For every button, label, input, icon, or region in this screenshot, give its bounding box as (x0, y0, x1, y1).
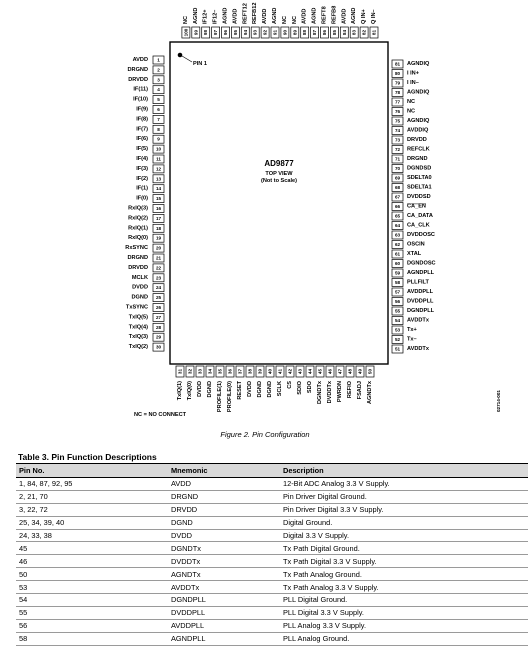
pin-label: NC (407, 99, 416, 105)
pin-number: 31 (177, 368, 183, 375)
pin-number: 80 (394, 71, 401, 76)
description-cell: Tx Path Digital Ground. (280, 542, 528, 555)
pin-number: 60 (394, 261, 401, 266)
pin-label: REFB8 (331, 5, 338, 24)
pin-label: DRVDD (128, 76, 148, 83)
mnemonic-cell: AGNDPLL (168, 632, 280, 645)
pin-no-cell: 46 (16, 555, 168, 568)
pin-number: 50 (367, 368, 373, 375)
header-description: Description (280, 464, 528, 478)
pin-label: TxSYNC (125, 304, 148, 311)
pin-number: 39 (257, 368, 263, 375)
pin-number: 56 (394, 299, 401, 304)
table-header-row (16, 464, 528, 478)
description-cell: PLL Analog 3.3 V Supply. (280, 619, 528, 632)
pin-number: 86 (322, 29, 327, 36)
pin-label: IF(4) (136, 156, 148, 162)
pin-number: 19 (155, 235, 162, 241)
pin-number: 77 (394, 99, 401, 105)
pin-label: RxIQ(1) (128, 225, 148, 232)
pin-number: 85 (331, 29, 337, 36)
pin-number: 4 (157, 87, 160, 93)
pin-number: 83 (351, 29, 357, 36)
table-row (16, 542, 528, 555)
pin-no-cell: 50 (16, 568, 168, 581)
pin-label: AGNDIQ (407, 61, 430, 67)
pin-label: TxIQ(1) (177, 381, 183, 401)
pin-label: REFT8 (321, 6, 328, 24)
pin-label: CA_DATA (407, 213, 433, 219)
pin-label: AVDDTx (407, 346, 429, 352)
pin-label: DGNDTx (317, 381, 323, 404)
pin-number: 98 (203, 29, 209, 36)
pin-number: 44 (307, 368, 313, 375)
left-pin-row (125, 56, 164, 351)
pin-number: 81 (371, 29, 377, 36)
figure-caption: Figure 2. Pin Configuration (220, 430, 310, 439)
table-row (16, 632, 528, 645)
mnemonic-cell: DVDDPLL (168, 606, 280, 619)
pin-number: 97 (213, 29, 219, 36)
pin1-dot (178, 53, 183, 58)
pin-number: 38 (247, 368, 253, 375)
table-row (16, 555, 528, 568)
pin-label: IF(1) (136, 185, 148, 192)
pin-label: Tx– (407, 336, 417, 343)
pin-number: 15 (155, 196, 162, 202)
pin-label: I IN+ (407, 70, 419, 77)
pin-label: REFT12 (242, 3, 249, 24)
table-row (16, 490, 528, 503)
pin-label: NC (291, 15, 298, 24)
pin-number: 64 (394, 223, 401, 228)
pin-number: 78 (394, 90, 401, 95)
mnemonic-cell: DRVDD (168, 503, 280, 516)
pin-number: 37 (237, 368, 243, 375)
pin-no-cell: 2, 21, 70 (16, 490, 168, 503)
pin-label: DGND (207, 381, 213, 398)
description-cell: Digital 3.3 V Supply. (280, 529, 528, 542)
description-cell: PLL Digital Ground. (280, 594, 528, 607)
top-pin-row (182, 3, 378, 38)
pin-no-cell: 1, 84, 87, 92, 95 (16, 478, 168, 491)
mnemonic-cell: DGNDTx (168, 542, 280, 555)
pin-label: DGND (257, 381, 263, 398)
mnemonic-cell: DVDD (168, 529, 280, 542)
pin-number: 100 (183, 28, 189, 37)
table-row (16, 581, 528, 594)
pin-label: Q IN+ (361, 9, 368, 24)
pin-number: 20 (155, 245, 162, 251)
pin-number: 65 (394, 213, 401, 219)
table-row (16, 503, 528, 516)
pin-label: DRGND (127, 255, 148, 261)
pin-label: OSCIN (407, 241, 425, 248)
table-title: Table 3. Pin Function Descriptions (18, 452, 157, 462)
pin-number: 8 (157, 126, 160, 132)
pin-function-table (16, 463, 528, 646)
pin-label: Tx+ (407, 327, 417, 333)
description-cell: Pin Driver Digital 3.3 V Supply. (280, 503, 528, 516)
pin-label: PROFILE(0) (227, 381, 233, 413)
pin-no-cell: 53 (16, 581, 168, 594)
pin-number: 35 (217, 368, 223, 375)
pin-number: 47 (337, 368, 343, 375)
pin-label: TxIQ(5) (128, 314, 148, 321)
pin-label: AVDD (132, 57, 148, 63)
pin-label: DVDDSD (407, 194, 431, 200)
pin-number: 52 (394, 337, 401, 342)
pin-number: 23 (155, 275, 162, 281)
pin-label: AGND (311, 7, 318, 24)
pin-label: SDELTA1 (407, 184, 432, 191)
pin-label: RxIQ(3) (128, 205, 148, 212)
pin-label: SCLK (277, 381, 283, 397)
pin-number: 41 (277, 368, 283, 375)
pin-number: 10 (155, 146, 162, 152)
pin-label: DVDDOSC (407, 232, 435, 238)
pin-label: IF(2) (136, 175, 148, 182)
pin-number: 81 (394, 61, 401, 67)
pin-number: 25 (155, 295, 162, 301)
pin-number: 21 (155, 255, 162, 261)
pin-label: AGNDIQ (407, 118, 430, 124)
pin-number: 57 (394, 289, 401, 295)
pin-label: IF(10) (133, 96, 148, 103)
pin-no-cell: 58 (16, 632, 168, 645)
mnemonic-cell: DRGND (168, 490, 280, 503)
pin-number: 91 (272, 29, 278, 36)
pin-number: 29 (155, 334, 162, 340)
pin-number: 45 (317, 368, 323, 375)
pin-number: 5 (157, 97, 160, 103)
pin-number: 40 (267, 368, 273, 375)
pin-label: PROFILE(1) (217, 381, 223, 413)
pin-label: REFIO (347, 381, 353, 399)
pin-number: 13 (155, 176, 162, 182)
pin-number: 6 (157, 107, 160, 112)
pin-number: 26 (155, 305, 162, 310)
mnemonic-cell: AVDDTx (168, 581, 280, 594)
mnemonic-cell: DGND (168, 516, 280, 529)
pin-label: SDIO (297, 381, 303, 395)
pin-number: 12 (155, 166, 162, 172)
pin-label: DVDD (247, 381, 253, 397)
pin-label: DVDD (197, 381, 203, 397)
pin-label: DGND (267, 381, 273, 398)
table-row (16, 606, 528, 619)
pin-label: AGNDIQ (407, 89, 430, 96)
pin-label: SDO (307, 381, 313, 394)
pin-label: AVDD (301, 8, 308, 24)
pin-number: 46 (327, 368, 333, 375)
pin-label: IF(0) (136, 195, 148, 202)
pin-number: 84 (341, 29, 347, 36)
chip-view-label: TOP VIEW (265, 171, 293, 177)
pin-number: 17 (155, 215, 162, 221)
pin-number: 51 (394, 346, 401, 352)
pin-number: 93 (252, 29, 258, 36)
pin-number: 22 (155, 265, 162, 271)
pin-number: 49 (357, 368, 363, 375)
pin-label: AVDD (232, 8, 239, 24)
pin-label: CA_CLK (407, 222, 430, 229)
pin-label: DVDD (132, 284, 148, 291)
header-pin-no: Pin No. (16, 464, 168, 478)
pin-number: 34 (207, 368, 213, 375)
pin-number: 94 (242, 29, 248, 36)
pin-number: 58 (394, 280, 401, 285)
pin-label: IF12– (212, 9, 219, 24)
pin-no-cell: 56 (16, 619, 168, 632)
pin-label: SDELTA0 (407, 175, 432, 181)
chip-name: AD9877 (264, 159, 294, 168)
pin-number: 67 (394, 194, 401, 200)
pin-label: TxIQ(0) (187, 381, 193, 401)
pin-label: I IN– (407, 80, 419, 86)
pin-label: FSADJ (357, 381, 363, 400)
pin-number: 74 (394, 128, 401, 133)
pin-no-cell: 25, 34, 39, 40 (16, 516, 168, 529)
pin-label: IF12+ (202, 9, 209, 24)
pin-label: DVDDPLL (407, 298, 434, 305)
pin-label: AVDDTx (407, 317, 429, 324)
pin-number: 9 (157, 136, 160, 142)
pin-number: 87 (312, 29, 318, 36)
pin-label: AGNDPLL (407, 270, 435, 276)
pin-label: IF(11) (133, 86, 148, 93)
pin-number: 55 (394, 308, 401, 314)
pin-label: DVDDTx (327, 381, 333, 404)
pin-no-cell: 54 (16, 594, 168, 607)
pin-number: 3 (157, 77, 160, 83)
pin-number: 43 (297, 368, 303, 375)
header-mnemonic: Mnemonic (168, 464, 280, 478)
pin-label: PWRDN (337, 381, 343, 403)
pin-number: 33 (197, 368, 203, 375)
pin-label: AGND (351, 7, 358, 24)
pin-number: 99 (193, 29, 199, 36)
description-cell: 12-Bit ADC Analog 3.3 V Supply. (280, 478, 528, 491)
pin-number: 7 (157, 116, 160, 122)
pin-number: 92 (262, 29, 268, 36)
pin-number: 71 (394, 156, 401, 162)
pin-number: 48 (347, 368, 353, 375)
pin-label: AGND (272, 7, 278, 24)
description-cell: PLL Digital 3.3 V Supply. (280, 606, 528, 619)
pin-label: DGNDPLL (407, 308, 435, 314)
pin-no-cell: 24, 33, 38 (16, 529, 168, 542)
pin-number: 62 (394, 242, 401, 247)
pin-label: REFB12 (252, 2, 259, 24)
pin-number: 70 (394, 166, 401, 171)
pin-label: RxIQ(2) (128, 215, 148, 222)
pin-label: AVDD (341, 8, 348, 24)
pin-label: PLLFILT (407, 279, 429, 286)
description-cell: Tx Path Analog 3.3 V Supply. (280, 581, 528, 594)
pin-label: DRGND (407, 156, 428, 162)
pin-number: 73 (394, 137, 401, 143)
pin-number: 1 (157, 57, 160, 63)
pin-label: Q IN– (371, 9, 377, 24)
pin-label: IF(8) (136, 116, 148, 123)
pin-number: 89 (292, 29, 298, 36)
pin-label: AGND (222, 7, 229, 24)
table-row (16, 568, 528, 581)
pin-number: 11 (156, 156, 161, 162)
pin-label: AVDD (262, 8, 269, 24)
pin-number: 96 (223, 29, 228, 36)
mnemonic-cell: DVDDTx (168, 555, 280, 568)
table-row (16, 478, 528, 491)
pin-label: RESET (237, 381, 243, 400)
pin-number: 90 (282, 29, 288, 36)
pin-number: 32 (187, 368, 193, 375)
pin-label: DRGND (127, 66, 148, 73)
pin-label: RxSYNC (125, 245, 148, 252)
table-row (16, 529, 528, 542)
pin-label: AGNDTx (367, 381, 373, 404)
table-row (16, 594, 528, 607)
pin-number: 88 (302, 29, 308, 36)
pin-number: 66 (394, 204, 401, 209)
pin-label: NC (407, 108, 416, 115)
mnemonic-cell: AVDDPLL (168, 619, 280, 632)
pin-number: 27 (155, 314, 162, 320)
pin-number: 63 (394, 232, 401, 238)
pin-label: MCLK (131, 274, 148, 281)
mnemonic-cell: AGNDTx (168, 568, 280, 581)
description-cell: Digital Ground. (280, 516, 528, 529)
right-pin-row (392, 60, 436, 353)
pin-number: 76 (394, 109, 401, 114)
pin-label: IF(7) (136, 126, 148, 133)
table-row (16, 516, 528, 529)
pin-number: 82 (361, 29, 367, 36)
pin-label: RxIQ(0) (128, 235, 148, 242)
pin-number: 72 (394, 147, 401, 152)
pin-number: 79 (394, 80, 401, 86)
description-cell: Tx Path Analog Ground. (280, 568, 528, 581)
pin-number: 2 (157, 67, 160, 73)
nc-note: NC = NO CONNECT (134, 412, 187, 418)
pin-number: 28 (155, 324, 162, 330)
pin-label: TxIQ(2) (128, 344, 148, 351)
pin-no-cell: 55 (16, 606, 168, 619)
pin1-label: PIN 1 (193, 61, 207, 67)
pin-label: CS (287, 381, 293, 389)
description-cell: Tx Path Digital 3.3 V Supply. (280, 555, 528, 568)
pin-number: 61 (394, 251, 401, 257)
pin-no-cell: 3, 22, 72 (16, 503, 168, 516)
side-code: 02714-001 (496, 390, 501, 412)
pin-number: 16 (155, 206, 162, 211)
pin-label: REFCLK (407, 146, 430, 153)
pin-label: AVDDPLL (407, 289, 433, 295)
pin-label: XTAL (407, 251, 422, 257)
pin-label: AGND (192, 7, 199, 24)
pin-number: 18 (155, 225, 162, 231)
pin-number: 68 (394, 185, 401, 190)
pin-number: 75 (394, 118, 401, 124)
description-cell: PLL Analog Ground. (280, 632, 528, 645)
table-row (16, 619, 528, 632)
mnemonic-cell: DGNDPLL (168, 594, 280, 607)
pin-number: 24 (155, 285, 162, 291)
pin-number: 30 (155, 344, 162, 350)
pin-number: 95 (232, 29, 238, 36)
pin-label: AVDDIQ (407, 127, 429, 134)
pin-label: TxIQ(4) (128, 324, 148, 331)
pin-number: 69 (394, 175, 401, 181)
pin-label: IF(6) (136, 136, 148, 143)
pin-label: NC (281, 15, 288, 24)
pin-label: DGND (131, 294, 148, 301)
mnemonic-cell: AVDD (168, 478, 280, 491)
pin-number: 42 (287, 368, 293, 375)
pin-label: DRVDD (128, 264, 148, 271)
pin-label: DGNDSD (407, 165, 432, 172)
pin-label: IF(3) (136, 165, 148, 172)
pin-label: CA_EN (407, 203, 426, 210)
chip-scale-note: (Not to Scale) (260, 178, 298, 184)
pin-no-cell: 45 (16, 542, 168, 555)
pin-number: 36 (227, 368, 233, 375)
pin-label: DRVDD (407, 137, 427, 143)
pin-number: 53 (394, 327, 401, 333)
pin-number: 14 (155, 186, 162, 192)
pin-label: IF(5) (136, 146, 148, 153)
pin-label: NC (182, 15, 189, 24)
pin-number: 59 (394, 270, 401, 276)
description-cell: Pin Driver Digital Ground. (280, 490, 528, 503)
pin-label: DGNDOSC (407, 260, 436, 267)
chip-body (170, 42, 388, 364)
pin-label: IF(9) (136, 106, 148, 113)
pin-label: TxIQ(3) (128, 334, 148, 341)
pin-number: 54 (394, 318, 401, 323)
